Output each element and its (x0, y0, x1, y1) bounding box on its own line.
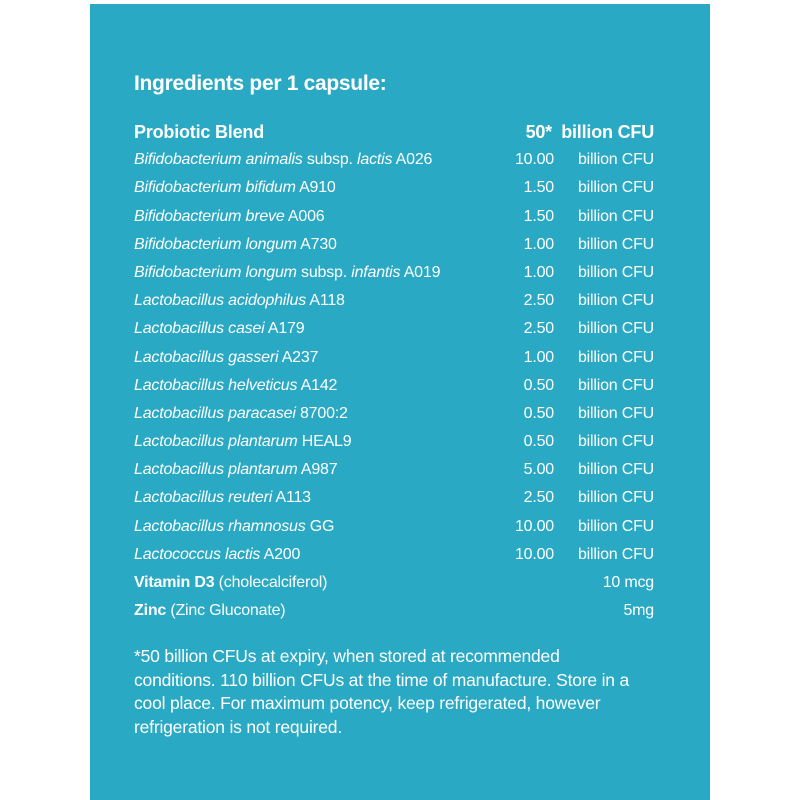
strain-amount: 10.00 (514, 545, 554, 563)
strain-code: A006 (284, 207, 325, 225)
strain-name (134, 287, 345, 315)
strain-code: A026 (392, 151, 433, 169)
strain-code: 8700:2 (295, 404, 348, 422)
other-ingredient-name (134, 597, 285, 625)
strain-row (134, 372, 654, 400)
strain-code: A730 (296, 235, 337, 253)
strain-row (134, 174, 654, 202)
strain-name (134, 315, 304, 343)
strain-species: Lactobacillus casei (134, 320, 265, 338)
strain-row (134, 287, 654, 315)
strain-subsp: subsp. (296, 263, 352, 281)
strain-species: Lactobacillus reuteri (134, 489, 273, 507)
strain-amount: 2.50 (523, 292, 554, 310)
strain-unit: billion CFU (577, 179, 654, 197)
strain-amount: 1.00 (523, 235, 554, 253)
blend-amount: 50* (525, 122, 552, 142)
strain-row (134, 456, 654, 484)
strain-row (134, 259, 654, 287)
ingredients-heading: Ingredients per 1 capsule: (134, 72, 387, 95)
strain-name (134, 203, 324, 231)
strain-row (134, 231, 654, 259)
strain-amount: 1.00 (523, 263, 554, 281)
strain-name (134, 344, 318, 372)
strain-amount: 1.00 (523, 348, 554, 366)
strain-row (134, 315, 654, 343)
strain-name (134, 372, 337, 400)
other-ingredient-row (134, 597, 654, 625)
strain-amount: 1.50 (523, 207, 554, 225)
strain-unit: billion CFU (577, 489, 654, 507)
strain-code: A179 (264, 320, 305, 338)
ingredient-amount: 10 mcg (602, 574, 654, 591)
strain-unit: billion CFU (577, 207, 654, 225)
strain-species: Lactobacillus paracasei (134, 404, 296, 422)
strain-code: A200 (260, 545, 301, 563)
strain-unit: billion CFU (577, 151, 654, 169)
probiotic-blend-row (134, 118, 654, 146)
strain-amount: 1.50 (523, 179, 554, 197)
strain-name (134, 259, 440, 287)
strain-name (134, 231, 337, 259)
strain-row (134, 513, 654, 541)
strain-species: Lactobacillus acidophilus (134, 292, 307, 310)
strain-unit: billion CFU (577, 433, 654, 451)
strain-amount: 5.00 (523, 461, 554, 479)
strain-code: A237 (278, 348, 319, 366)
strain-code: HEAL9 (297, 433, 352, 451)
strain-unit: billion CFU (577, 320, 654, 338)
strain-code: GG (305, 517, 335, 535)
strain-list (134, 146, 654, 569)
strain-code: A987 (297, 461, 338, 479)
strain-name (134, 146, 432, 174)
strain-species: Bifidobacterium animalis (134, 151, 303, 169)
strain-species: Lactobacillus helveticus (134, 376, 298, 394)
strain-unit: billion CFU (577, 235, 654, 253)
strain-row (134, 203, 654, 231)
ingredients-section (134, 70, 654, 757)
strain-row (134, 400, 654, 428)
strain-subsp: subsp. (302, 151, 358, 169)
strain-amount: 0.50 (523, 433, 554, 451)
strain-row (134, 344, 654, 372)
strain-amount: 2.50 (523, 320, 554, 338)
strain-row (134, 484, 654, 512)
strain-species: Lactococcus lactis (134, 545, 261, 563)
strain-species: Lactobacillus rhamnosus (134, 517, 306, 535)
strain-code: A118 (306, 292, 345, 310)
strain-row (134, 428, 654, 456)
other-ingredient-row (134, 569, 654, 597)
ingredient-name: Zinc (134, 602, 167, 620)
strain-amount: 0.50 (523, 376, 554, 394)
strain-unit: billion CFU (577, 404, 654, 422)
strain-species: Lactobacillus plantarum (134, 433, 298, 451)
label-panel (90, 4, 710, 800)
strain-name (134, 174, 336, 202)
strain-name (134, 456, 337, 484)
strain-unit: billion CFU (577, 545, 654, 563)
strain-species: Bifidobacterium breve (134, 207, 285, 225)
blend-name: Probiotic Blend (134, 122, 265, 142)
ingredient-detail: (Zinc Gluconate) (166, 602, 286, 620)
strain-subspecies: infantis (351, 263, 401, 281)
strain-unit: billion CFU (577, 263, 654, 281)
strain-name (134, 484, 311, 512)
strain-row (134, 146, 654, 174)
strain-name (134, 428, 351, 456)
strain-amount: 0.50 (523, 404, 554, 422)
other-ingredients-list (134, 569, 654, 625)
strain-unit: billion CFU (577, 348, 654, 366)
strain-unit: billion CFU (577, 292, 654, 310)
strain-species: Lactobacillus gasseri (134, 348, 279, 366)
strain-name (134, 541, 300, 569)
strain-code: A142 (297, 376, 338, 394)
strain-code: A019 (400, 263, 441, 281)
strain-row (134, 541, 654, 569)
ingredient-detail: (cholecalciferol) (214, 574, 328, 591)
strain-species: Bifidobacterium bifidum (134, 179, 296, 197)
ingredient-name: Vitamin D3 (134, 574, 215, 591)
strain-name (134, 400, 348, 428)
strain-unit: billion CFU (577, 376, 654, 394)
strain-code: A910 (295, 179, 336, 197)
strain-species: Bifidobacterium longum (134, 263, 297, 281)
strain-unit: billion CFU (577, 461, 654, 479)
strain-amount: 2.50 (523, 489, 554, 507)
strain-amount: 10.00 (514, 517, 554, 535)
other-ingredient-name (134, 569, 327, 597)
footnote: *50 billion CFUs at expiry, when stored at recommended conditions. 110 billion CFUs at the time of manufacture. Store in a cool place. For maximum potency, keep refrigerated, however refrigeration is not required. (134, 646, 630, 737)
strain-species: Lactobacillus plantarum (134, 461, 298, 479)
strain-name (134, 513, 334, 541)
blend-unit: billion CFU (561, 122, 654, 142)
strain-code: A113 (272, 489, 311, 507)
strain-amount: 10.00 (514, 151, 554, 169)
ingredient-amount: 5mg (623, 602, 654, 620)
strain-subspecies: lactis (357, 151, 393, 169)
strain-unit: billion CFU (577, 517, 654, 535)
strain-species: Bifidobacterium longum (134, 235, 297, 253)
